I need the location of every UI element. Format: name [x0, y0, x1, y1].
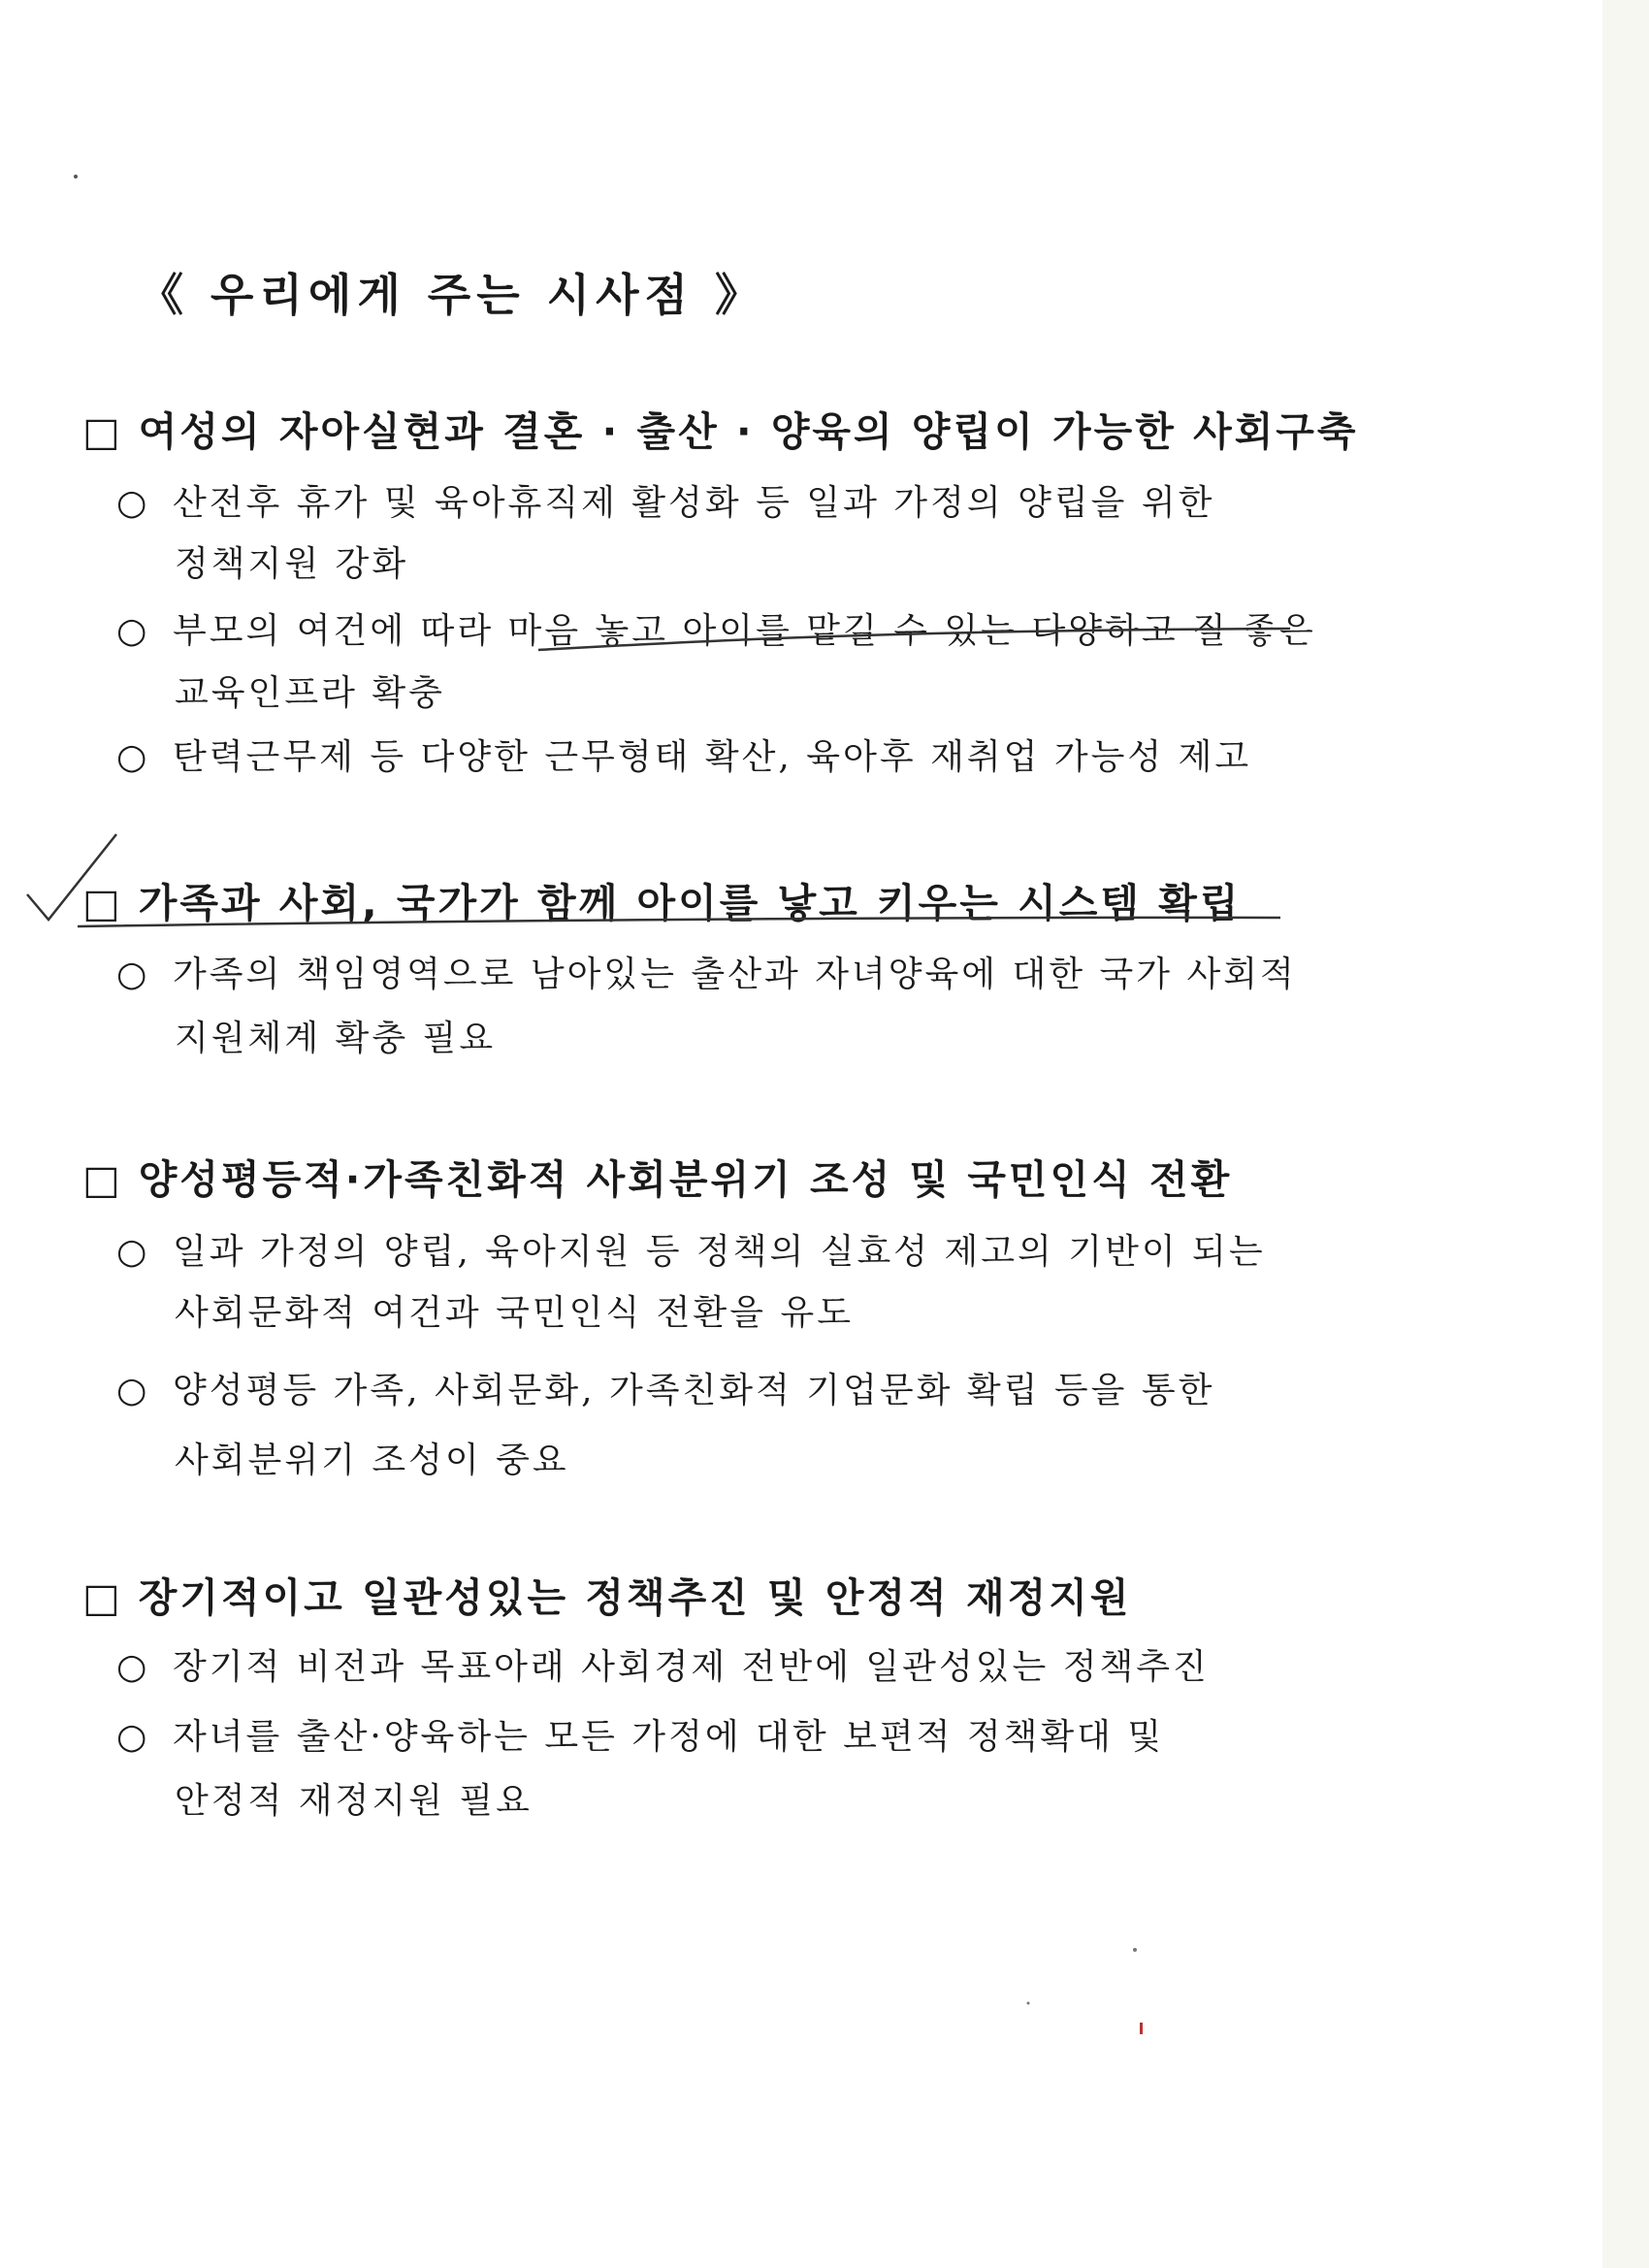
- scan-speck: [1133, 1948, 1137, 1952]
- page-title: 《 우리에게 주는 시사점 》: [139, 269, 765, 321]
- bullet-2-1-continued: 지원체계 확충 필요: [175, 1019, 497, 1058]
- circle-bullet-icon: ○: [116, 955, 150, 994]
- handwritten-underline-1: [538, 629, 1290, 650]
- scan-speck: [74, 175, 78, 178]
- bullet-3-1-continued: 사회문화적 여건과 국민인식 전환을 유도: [175, 1293, 854, 1333]
- bullet-1-2-continued: 교육인프라 확충: [175, 673, 445, 713]
- circle-bullet-icon: ○: [116, 1647, 150, 1687]
- bullet-text: 일과 가정의 양립, 육아지원 등 정책의 실효성 제고의 기반이 되는: [173, 1232, 1266, 1272]
- scan-speck: [1140, 2023, 1143, 2034]
- checkbox-square-icon: □: [82, 880, 123, 926]
- circle-bullet-icon: ○: [116, 1717, 150, 1757]
- bullet-text: 양성평등 가족, 사회문화, 가족친화적 기업문화 확립 등을 통한: [173, 1371, 1215, 1410]
- circle-bullet-icon: ○: [116, 1371, 150, 1410]
- bullet-text: 부모의 여건에 따라 마음 놓고 아이를 맡길 수 있는 다양하고 질 좋은: [173, 611, 1316, 651]
- bullet-text: 탄력근무제 등 다양한 근무형태 확산, 육아후 재취업 가능성 제고: [173, 737, 1252, 777]
- handwritten-underline-2: [78, 918, 1280, 926]
- bullet-text: 산전후 휴가 및 육아휴직제 활성화 등 일과 가정의 양립을 위한: [173, 483, 1215, 523]
- heading-text: 양성평등적·가족친화적 사회분위기 조성 및 국민인식 전환: [138, 1156, 1233, 1203]
- bullet-3-2-continued: 사회분위기 조성이 중요: [175, 1441, 569, 1480]
- circle-bullet-icon: ○: [116, 611, 150, 651]
- scan-speck: [1027, 2002, 1030, 2005]
- checkbox-square-icon: □: [82, 408, 123, 455]
- bullet-text: 가족의 책임영역으로 남아있는 출산과 자녀양육에 대한 국가 사회적: [173, 955, 1297, 994]
- heading-text: 장기적이고 일관성있는 정책추진 및 안정적 재정지원: [138, 1574, 1132, 1621]
- circle-bullet-icon: ○: [116, 483, 150, 523]
- handwritten-checkmark-icon: [27, 834, 116, 920]
- circle-bullet-icon: ○: [116, 737, 150, 777]
- circle-bullet-icon: ○: [116, 1232, 150, 1272]
- checkbox-square-icon: □: [82, 1156, 123, 1203]
- heading-text: 가족과 사회, 국가가 함께 아이를 낳고 키우는 시스템 확립: [138, 880, 1242, 926]
- bullet-text: 장기적 비전과 목표아래 사회경제 전반에 일관성있는 정책추진: [173, 1647, 1210, 1687]
- bullet-4-2-continued: 안정적 재정지원 필요: [175, 1781, 533, 1821]
- heading-text: 여성의 자아실현과 결혼 · 출산 · 양육의 양립이 가능한 사회구축: [138, 408, 1359, 455]
- bullet-1-1-continued: 정책지원 강화: [175, 544, 409, 584]
- bullet-text: 자녀를 출산·양육하는 모든 가정에 대한 보편적 정책확대 및: [173, 1717, 1165, 1757]
- checkbox-square-icon: □: [82, 1574, 123, 1621]
